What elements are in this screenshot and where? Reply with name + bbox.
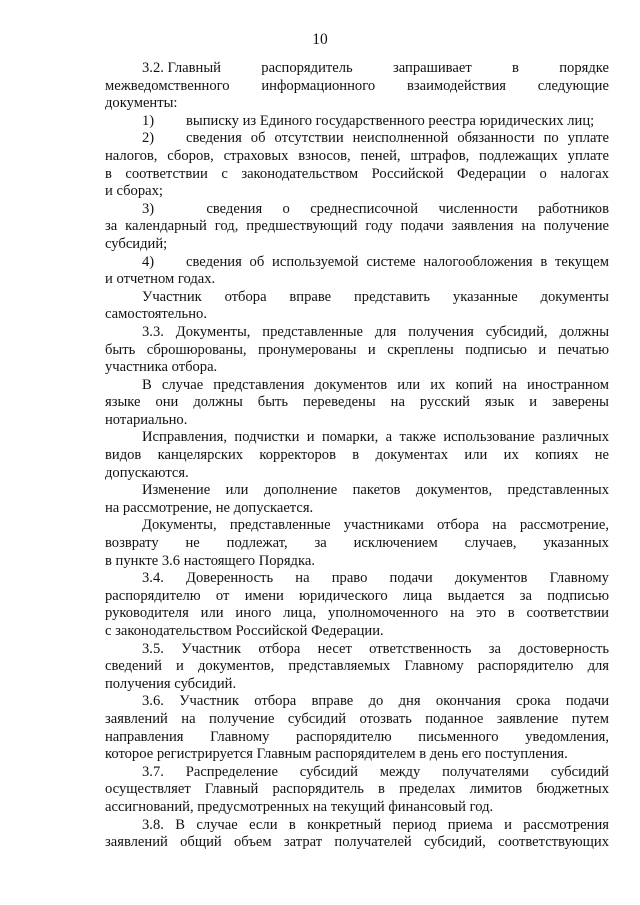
text-line: за календарный год, предшествующий году подачи заявления на получение (105, 218, 609, 235)
word: подлежат, (226, 535, 288, 552)
document-body (105, 60, 609, 852)
list-number: 2) (142, 130, 155, 147)
text-line: осуществляет Главный распорядитель в пределах лимитов бюджетных (105, 781, 609, 798)
text-line: на рассмотрение, не допускается. (105, 499, 314, 516)
text-line: которое регистрируется Главным распорядителем в день его поступления. (105, 746, 568, 763)
list-number: 1) (142, 112, 155, 129)
text-line: документы: (105, 95, 178, 112)
word: не (185, 535, 200, 552)
word: между (379, 763, 421, 780)
text-line: 3.8. В случае если в конкретный период приема и рассмотрения (142, 816, 609, 833)
word: численности (438, 200, 518, 217)
text-line: заявлений общий объем затрат получателей субсидий, соответствующих (105, 834, 609, 851)
text-line: участника отбора. (105, 359, 218, 376)
word: распорядитель (261, 60, 353, 76)
word: отбора (224, 288, 267, 305)
word: за (314, 535, 327, 552)
word: 3.4. (142, 570, 164, 587)
text-line: и отчетном годах. (105, 271, 216, 288)
word: уведомления, (525, 728, 609, 745)
word: письменного (418, 728, 499, 745)
text-line: налогов, сборов, страховых взносов, пеней, штрафов, подлежащих уплате (105, 147, 609, 164)
word: случаев, (464, 535, 517, 552)
word: работников (538, 200, 609, 217)
word: направления (105, 728, 184, 745)
text-line: языке они должны быть переведены на русский язык и заверены (105, 394, 609, 411)
text-line: 3.3. Документы, представленные для получения субсидий, должны (142, 323, 609, 340)
word: порядке (559, 60, 609, 76)
text-line: допускаются. (105, 464, 189, 481)
text-line: Исправления, подчистки и помарки, а также использование различных (142, 429, 609, 446)
list-item (105, 254, 609, 272)
text-line (105, 78, 609, 96)
word: субсидий (550, 763, 609, 780)
list-number: 3) (142, 200, 155, 217)
text-line: В случае представления документов или их копий на иностранном (142, 376, 609, 393)
word: вправе (289, 288, 332, 305)
word: Главному (549, 570, 609, 587)
text-line: Документы, представленные участниками отбора на рассмотрение, (142, 517, 609, 534)
word: подачи (389, 570, 433, 587)
word: межведомственного (105, 77, 230, 94)
word: документов (454, 570, 528, 587)
word: взаимодействия (406, 77, 506, 94)
text-line (105, 764, 609, 782)
word: сведения (206, 200, 263, 217)
text-line (105, 60, 609, 78)
list-item (105, 130, 609, 148)
text-line: распорядителю от имени юридического лица выдается за подписью (105, 587, 609, 604)
word: Участник (142, 288, 202, 305)
text-line: в соответствии с законодательством Российской Федерации о налогах (105, 165, 609, 182)
word: Распределение (185, 763, 278, 780)
page-number: 10 (312, 31, 328, 48)
text-line: самостоятельно. (105, 306, 207, 323)
word: право (331, 570, 368, 587)
text-line (105, 729, 609, 747)
text-line: быть сброшюрованы, пронумерованы и скреплены подписью и печатью (105, 341, 609, 358)
word: в (512, 60, 519, 76)
word: документы (540, 288, 609, 305)
text-line: сведений и документов, представляемых Главному распорядителю для (105, 658, 609, 675)
word: исключением (353, 535, 438, 552)
text-line: субсидий; (105, 235, 168, 252)
word: среднесписочной (310, 200, 419, 217)
word: 3.2. Главный (142, 60, 221, 76)
list-item (105, 201, 609, 219)
list-item-text: сведения об используемой системе налогообложения в текущем (186, 253, 609, 270)
word: о (282, 200, 290, 217)
word: 3.7. (142, 763, 164, 780)
text-line: видов канцелярских корректоров в документах или их копиях не (105, 447, 609, 464)
list-item (105, 113, 609, 131)
text-line (105, 535, 609, 553)
list-item-text: выписку из Единого государственного реестра юридических лиц; (186, 112, 595, 129)
text-line: в пункте 3.6 настоящего Порядка. (105, 552, 315, 569)
list-item-text: сведения об отсутствии неисполненной обязанности по уплате (186, 130, 609, 147)
text-line: получения субсидий. (105, 675, 237, 692)
text-line (105, 289, 609, 307)
word: указанные (452, 288, 518, 305)
text-line: 3.5. Участник отбора несет ответственность за достоверность (142, 640, 609, 657)
text-line: Изменение или дополнение пакетов документов, представленных (142, 482, 609, 499)
word: указанных (543, 535, 609, 552)
word: информационного (261, 77, 376, 94)
word: возврату (105, 535, 159, 552)
text-line: нотариально. (105, 411, 188, 428)
word: на (295, 570, 310, 587)
text-line: руководителя или иного лица, уполномоченного на это в соответствии (105, 605, 609, 622)
word: Главному (210, 728, 270, 745)
text-line: ассигнований, предусмотренных на текущий финансовый год. (105, 798, 494, 815)
word: распорядителю (296, 728, 392, 745)
text-line: 3.6. Участник отбора вправе до дня окончания срока подачи (142, 693, 609, 710)
word: запрашивает (393, 60, 472, 76)
word: представить (354, 288, 431, 305)
word: Доверенность (186, 570, 274, 587)
text-line: заявлений на получение субсидий отозвать поданное заявление путем (105, 710, 609, 727)
text-line (105, 570, 609, 588)
word: субсидий (299, 763, 358, 780)
word: следующие (537, 77, 609, 94)
text-line: и сборах; (105, 183, 163, 200)
list-number: 4) (142, 253, 155, 270)
text-line: с законодательством Российской Федерации. (105, 623, 384, 639)
word: получателями (442, 763, 529, 780)
